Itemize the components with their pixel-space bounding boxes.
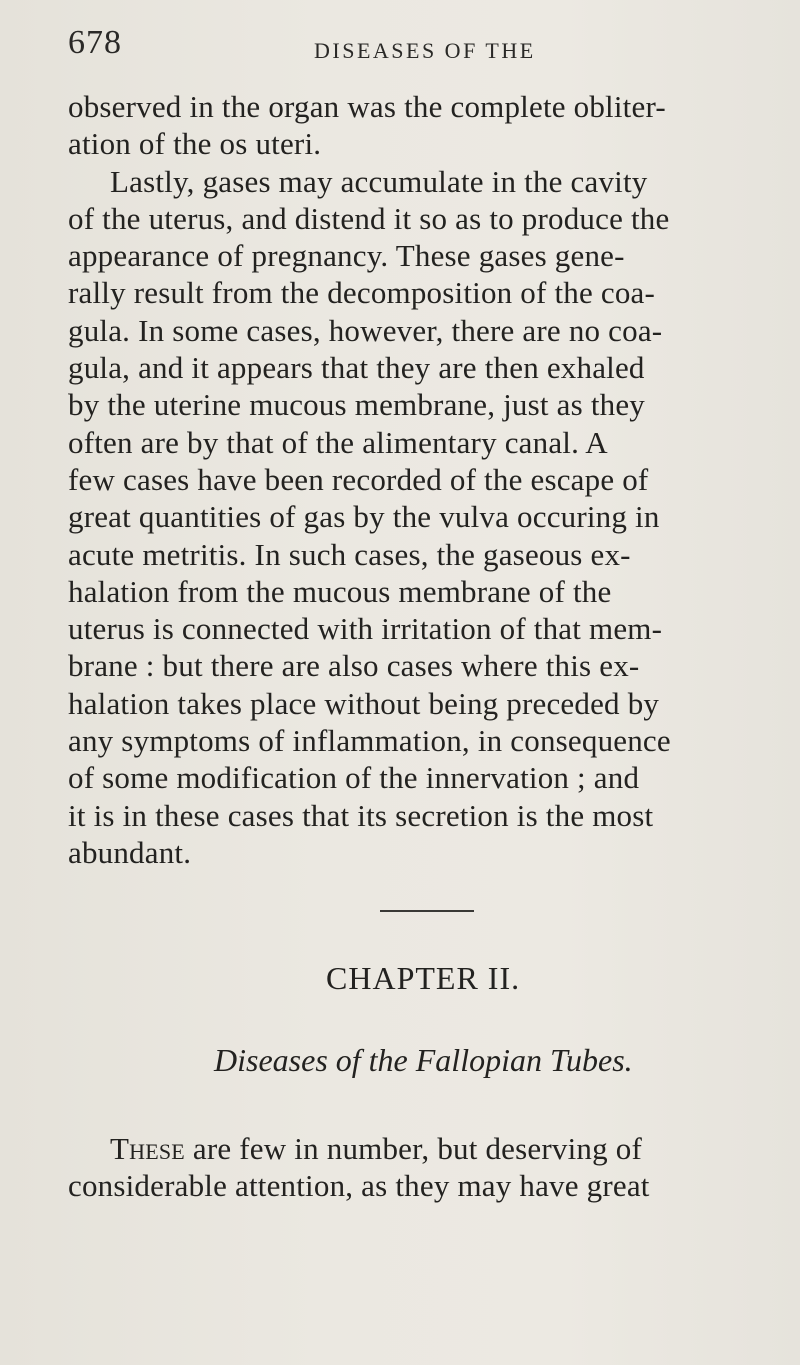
text-line: great quantities of gas by the vulva occuring in [68,499,660,535]
text-line: abundant. [68,834,192,870]
text-line: few cases have been recorded of the escape of [68,461,649,497]
text-line: appearance of pregnancy. These gases gene- [68,238,625,274]
text-line [68,1130,788,1167]
body-text [68,88,748,871]
text-line: brane : but there are also cases where this ex- [68,648,640,684]
text-line: of some modification of the innervation ; and [68,760,640,796]
chapter-opening-text [68,1130,788,1205]
chapter-title: CHAPTER II. [326,960,521,996]
text-line: acute metritis. In such cases, the gaseous ex- [68,536,631,572]
text-line: halation from the mucous membrane of the [68,573,612,609]
text-line: by the uterine mucous membrane, just as they [68,387,645,423]
section-divider [380,910,474,912]
text-line: halation takes place without being preceded by [68,685,660,721]
page-number: 678 [68,24,122,61]
text-line: uterus is connected with irritation of that mem- [68,611,663,647]
text-line: gula. In some cases, however, there are no coa- [68,312,663,348]
text-line: it is in these cases that its secretion is the most [68,797,654,833]
text-line: ation of the os uteri. [68,126,322,162]
text-line: observed in the organ was the complete obliter- [68,89,666,124]
text-line: any symptoms of inflammation, in consequence [68,723,671,759]
text-line: Lastly, gases may accumulate in the cavity [110,163,648,199]
opening-line-rest: are few in number, but deserving of [184,1131,642,1166]
text-line: of the uterus, and distend it so as to produce the [68,200,670,236]
opening-word: These [110,1131,185,1166]
page-header [68,24,768,74]
text-line: considerable attention, as they may have great [68,1168,650,1204]
text-line: rally result from the decomposition of the coa- [68,275,656,311]
text-line: gula, and it appears that they are then exhaled [68,350,645,386]
chapter-subtitle: Diseases of the Fallopian Tubes. [214,1042,633,1078]
running-head: DISEASES OF THE [314,38,536,63]
text-line: often are by that of the alimentary canal. A [68,424,608,460]
